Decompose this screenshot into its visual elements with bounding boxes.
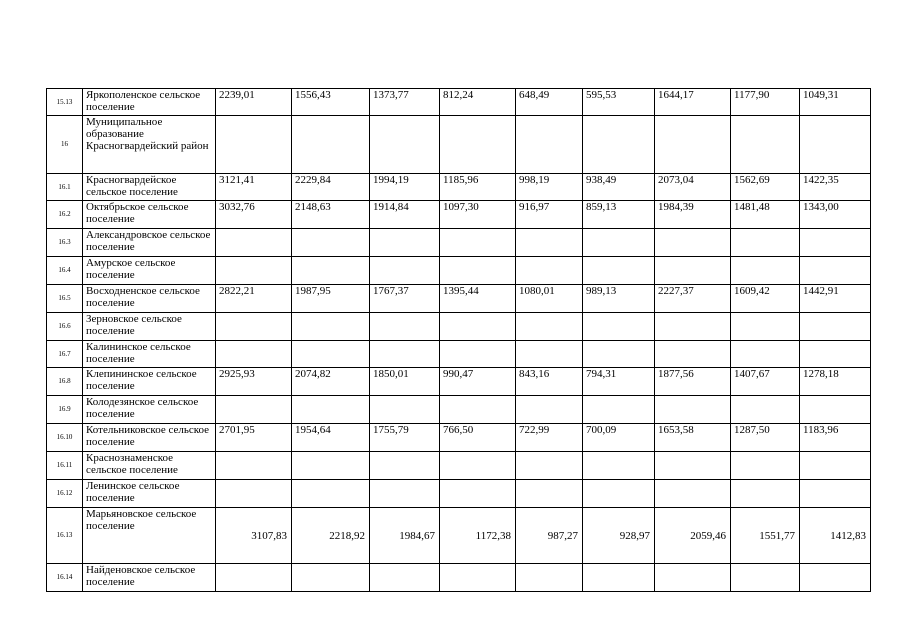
value-cell bbox=[370, 313, 440, 341]
value-cell bbox=[370, 480, 440, 508]
value-cell: 2701,95 bbox=[216, 424, 292, 452]
value-cell: 648,49 bbox=[516, 89, 583, 116]
value-cell bbox=[731, 396, 800, 424]
value-cell: 1551,77 bbox=[731, 508, 800, 564]
settlement-name: Восходненское сельское поселение bbox=[83, 285, 216, 313]
value-cell bbox=[583, 564, 655, 592]
value-cell bbox=[216, 257, 292, 285]
value-cell bbox=[292, 341, 370, 368]
value-cell: 989,13 bbox=[583, 285, 655, 313]
value-cell: 1644,17 bbox=[655, 89, 731, 116]
table-row bbox=[47, 452, 871, 480]
value-cell bbox=[583, 341, 655, 368]
value-cell: 1183,96 bbox=[800, 424, 871, 452]
value-cell: 700,09 bbox=[583, 424, 655, 452]
value-cell bbox=[216, 396, 292, 424]
value-cell: 2074,82 bbox=[292, 368, 370, 396]
value-cell bbox=[216, 564, 292, 592]
value-cell: 1185,96 bbox=[440, 174, 516, 201]
value-cell bbox=[292, 116, 370, 174]
value-cell: 1172,38 bbox=[440, 508, 516, 564]
value-cell bbox=[370, 452, 440, 480]
settlement-name: Яркополенское сельское поселение bbox=[83, 89, 216, 116]
tariff-table bbox=[46, 88, 871, 592]
value-cell: 916,97 bbox=[516, 201, 583, 229]
row-number: 16.3 bbox=[47, 229, 83, 257]
value-cell bbox=[731, 564, 800, 592]
value-cell bbox=[800, 480, 871, 508]
value-cell bbox=[440, 341, 516, 368]
value-cell: 1481,48 bbox=[731, 201, 800, 229]
value-cell bbox=[516, 341, 583, 368]
row-number: 16.8 bbox=[47, 368, 83, 396]
value-cell bbox=[516, 396, 583, 424]
value-cell: 1987,95 bbox=[292, 285, 370, 313]
value-cell bbox=[516, 257, 583, 285]
value-cell: 766,50 bbox=[440, 424, 516, 452]
value-cell bbox=[216, 116, 292, 174]
value-cell: 2059,46 bbox=[655, 508, 731, 564]
value-cell bbox=[516, 116, 583, 174]
settlement-name: Клепининское сельское поселение bbox=[83, 368, 216, 396]
value-cell bbox=[731, 313, 800, 341]
table-row bbox=[47, 116, 871, 174]
row-number: 16.14 bbox=[47, 564, 83, 592]
settlement-name: Зерновское сельское поселение bbox=[83, 313, 216, 341]
value-cell bbox=[516, 313, 583, 341]
value-cell: 1609,42 bbox=[731, 285, 800, 313]
value-cell bbox=[516, 564, 583, 592]
row-number: 16.2 bbox=[47, 201, 83, 229]
value-cell bbox=[731, 452, 800, 480]
value-cell bbox=[516, 229, 583, 257]
value-cell: 1994,19 bbox=[370, 174, 440, 201]
value-cell bbox=[370, 116, 440, 174]
value-cell bbox=[292, 313, 370, 341]
row-number: 16.13 bbox=[47, 508, 83, 564]
value-cell: 1407,67 bbox=[731, 368, 800, 396]
value-cell: 2822,21 bbox=[216, 285, 292, 313]
value-cell bbox=[800, 116, 871, 174]
value-cell bbox=[655, 452, 731, 480]
value-cell: 3121,41 bbox=[216, 174, 292, 201]
value-cell bbox=[440, 396, 516, 424]
settlement-name: Амурское сельское поселение bbox=[83, 257, 216, 285]
table-row bbox=[47, 564, 871, 592]
settlement-name: Калининское сельское поселение bbox=[83, 341, 216, 368]
value-cell bbox=[800, 564, 871, 592]
value-cell: 1755,79 bbox=[370, 424, 440, 452]
value-cell bbox=[516, 480, 583, 508]
value-cell: 1914,84 bbox=[370, 201, 440, 229]
value-cell bbox=[370, 564, 440, 592]
value-cell: 928,97 bbox=[583, 508, 655, 564]
row-number: 16.12 bbox=[47, 480, 83, 508]
value-cell: 2227,37 bbox=[655, 285, 731, 313]
value-cell bbox=[292, 396, 370, 424]
table-row bbox=[47, 257, 871, 285]
value-cell bbox=[800, 341, 871, 368]
settlement-name: Котельниковское сельское поселение bbox=[83, 424, 216, 452]
table-row bbox=[47, 480, 871, 508]
value-cell bbox=[731, 229, 800, 257]
table-row bbox=[47, 368, 871, 396]
value-cell bbox=[292, 452, 370, 480]
value-cell: 1442,91 bbox=[800, 285, 871, 313]
value-cell bbox=[655, 480, 731, 508]
value-cell bbox=[370, 229, 440, 257]
value-cell bbox=[731, 341, 800, 368]
value-cell bbox=[440, 116, 516, 174]
value-cell: 3032,76 bbox=[216, 201, 292, 229]
value-cell bbox=[516, 452, 583, 480]
value-cell bbox=[440, 257, 516, 285]
settlement-name: Октябрьское сельское поселение bbox=[83, 201, 216, 229]
settlement-name: Марьяновское сельское поселение bbox=[83, 508, 216, 564]
value-cell bbox=[440, 229, 516, 257]
value-cell bbox=[731, 480, 800, 508]
value-cell bbox=[440, 452, 516, 480]
value-cell bbox=[440, 564, 516, 592]
value-cell: 1954,64 bbox=[292, 424, 370, 452]
table-row bbox=[47, 229, 871, 257]
value-cell: 1767,37 bbox=[370, 285, 440, 313]
table-row bbox=[47, 313, 871, 341]
value-cell: 1343,00 bbox=[800, 201, 871, 229]
row-number: 16.11 bbox=[47, 452, 83, 480]
row-number: 16 bbox=[47, 116, 83, 174]
value-cell bbox=[800, 313, 871, 341]
value-cell: 722,99 bbox=[516, 424, 583, 452]
value-cell bbox=[655, 313, 731, 341]
table-row bbox=[47, 174, 871, 201]
value-cell: 1097,30 bbox=[440, 201, 516, 229]
value-cell bbox=[216, 452, 292, 480]
row-number: 16.10 bbox=[47, 424, 83, 452]
value-cell: 1395,44 bbox=[440, 285, 516, 313]
value-cell: 1877,56 bbox=[655, 368, 731, 396]
value-cell: 2239,01 bbox=[216, 89, 292, 116]
value-cell: 1562,69 bbox=[731, 174, 800, 201]
value-cell: 1278,18 bbox=[800, 368, 871, 396]
value-cell bbox=[370, 257, 440, 285]
value-cell: 2229,84 bbox=[292, 174, 370, 201]
value-cell: 1850,01 bbox=[370, 368, 440, 396]
value-cell bbox=[583, 229, 655, 257]
value-cell: 1984,67 bbox=[370, 508, 440, 564]
value-cell: 1412,83 bbox=[800, 508, 871, 564]
value-cell bbox=[292, 480, 370, 508]
value-cell bbox=[800, 452, 871, 480]
value-cell: 990,47 bbox=[440, 368, 516, 396]
value-cell: 998,19 bbox=[516, 174, 583, 201]
value-cell: 938,49 bbox=[583, 174, 655, 201]
value-cell bbox=[292, 564, 370, 592]
settlement-name: Колодезянское сельское поселение bbox=[83, 396, 216, 424]
value-cell bbox=[440, 480, 516, 508]
value-cell bbox=[731, 116, 800, 174]
value-cell bbox=[731, 257, 800, 285]
value-cell bbox=[216, 341, 292, 368]
value-cell bbox=[216, 229, 292, 257]
value-cell: 843,16 bbox=[516, 368, 583, 396]
value-cell bbox=[800, 229, 871, 257]
value-cell: 2218,92 bbox=[292, 508, 370, 564]
value-cell: 1373,77 bbox=[370, 89, 440, 116]
settlement-name: Красногвардейское сельское поселение bbox=[83, 174, 216, 201]
value-cell bbox=[292, 229, 370, 257]
value-cell: 1177,90 bbox=[731, 89, 800, 116]
value-cell bbox=[216, 313, 292, 341]
row-number: 16.6 bbox=[47, 313, 83, 341]
value-cell: 2925,93 bbox=[216, 368, 292, 396]
settlement-name: Краснознаменское сельское поселение bbox=[83, 452, 216, 480]
value-cell bbox=[440, 313, 516, 341]
value-cell: 859,13 bbox=[583, 201, 655, 229]
value-cell: 595,53 bbox=[583, 89, 655, 116]
value-cell bbox=[583, 116, 655, 174]
value-cell bbox=[655, 257, 731, 285]
table-row bbox=[47, 508, 871, 564]
value-cell: 2073,04 bbox=[655, 174, 731, 201]
value-cell: 1653,58 bbox=[655, 424, 731, 452]
value-cell bbox=[370, 396, 440, 424]
value-cell: 1556,43 bbox=[292, 89, 370, 116]
row-number: 16.9 bbox=[47, 396, 83, 424]
value-cell bbox=[655, 396, 731, 424]
table-row bbox=[47, 424, 871, 452]
settlement-name: Муниципальное образование Красногвардейский район bbox=[83, 116, 216, 174]
value-cell: 1422,35 bbox=[800, 174, 871, 201]
value-cell: 794,31 bbox=[583, 368, 655, 396]
value-cell bbox=[292, 257, 370, 285]
value-cell bbox=[655, 229, 731, 257]
value-cell bbox=[583, 452, 655, 480]
row-number: 16.7 bbox=[47, 341, 83, 368]
value-cell bbox=[583, 257, 655, 285]
value-cell: 3107,83 bbox=[216, 508, 292, 564]
value-cell bbox=[800, 257, 871, 285]
value-cell: 1049,31 bbox=[800, 89, 871, 116]
row-number: 16.1 bbox=[47, 174, 83, 201]
table-row bbox=[47, 89, 871, 116]
row-number: 16.4 bbox=[47, 257, 83, 285]
value-cell bbox=[216, 480, 292, 508]
settlement-name: Ленинское сельское поселение bbox=[83, 480, 216, 508]
value-cell: 2148,63 bbox=[292, 201, 370, 229]
row-number: 16.5 bbox=[47, 285, 83, 313]
value-cell bbox=[583, 313, 655, 341]
value-cell: 812,24 bbox=[440, 89, 516, 116]
settlement-name: Александровское сельское поселение bbox=[83, 229, 216, 257]
value-cell bbox=[583, 480, 655, 508]
value-cell: 1287,50 bbox=[731, 424, 800, 452]
value-cell bbox=[655, 564, 731, 592]
value-cell bbox=[370, 341, 440, 368]
value-cell: 987,27 bbox=[516, 508, 583, 564]
value-cell: 1984,39 bbox=[655, 201, 731, 229]
table-row bbox=[47, 285, 871, 313]
table-row bbox=[47, 396, 871, 424]
row-number: 15.13 bbox=[47, 89, 83, 116]
value-cell: 1080,01 bbox=[516, 285, 583, 313]
table-body bbox=[47, 89, 871, 592]
value-cell bbox=[583, 396, 655, 424]
table-row bbox=[47, 201, 871, 229]
table-row bbox=[47, 341, 871, 368]
value-cell bbox=[800, 396, 871, 424]
value-cell bbox=[655, 116, 731, 174]
value-cell bbox=[655, 341, 731, 368]
settlement-name: Найденовское сельское поселение bbox=[83, 564, 216, 592]
